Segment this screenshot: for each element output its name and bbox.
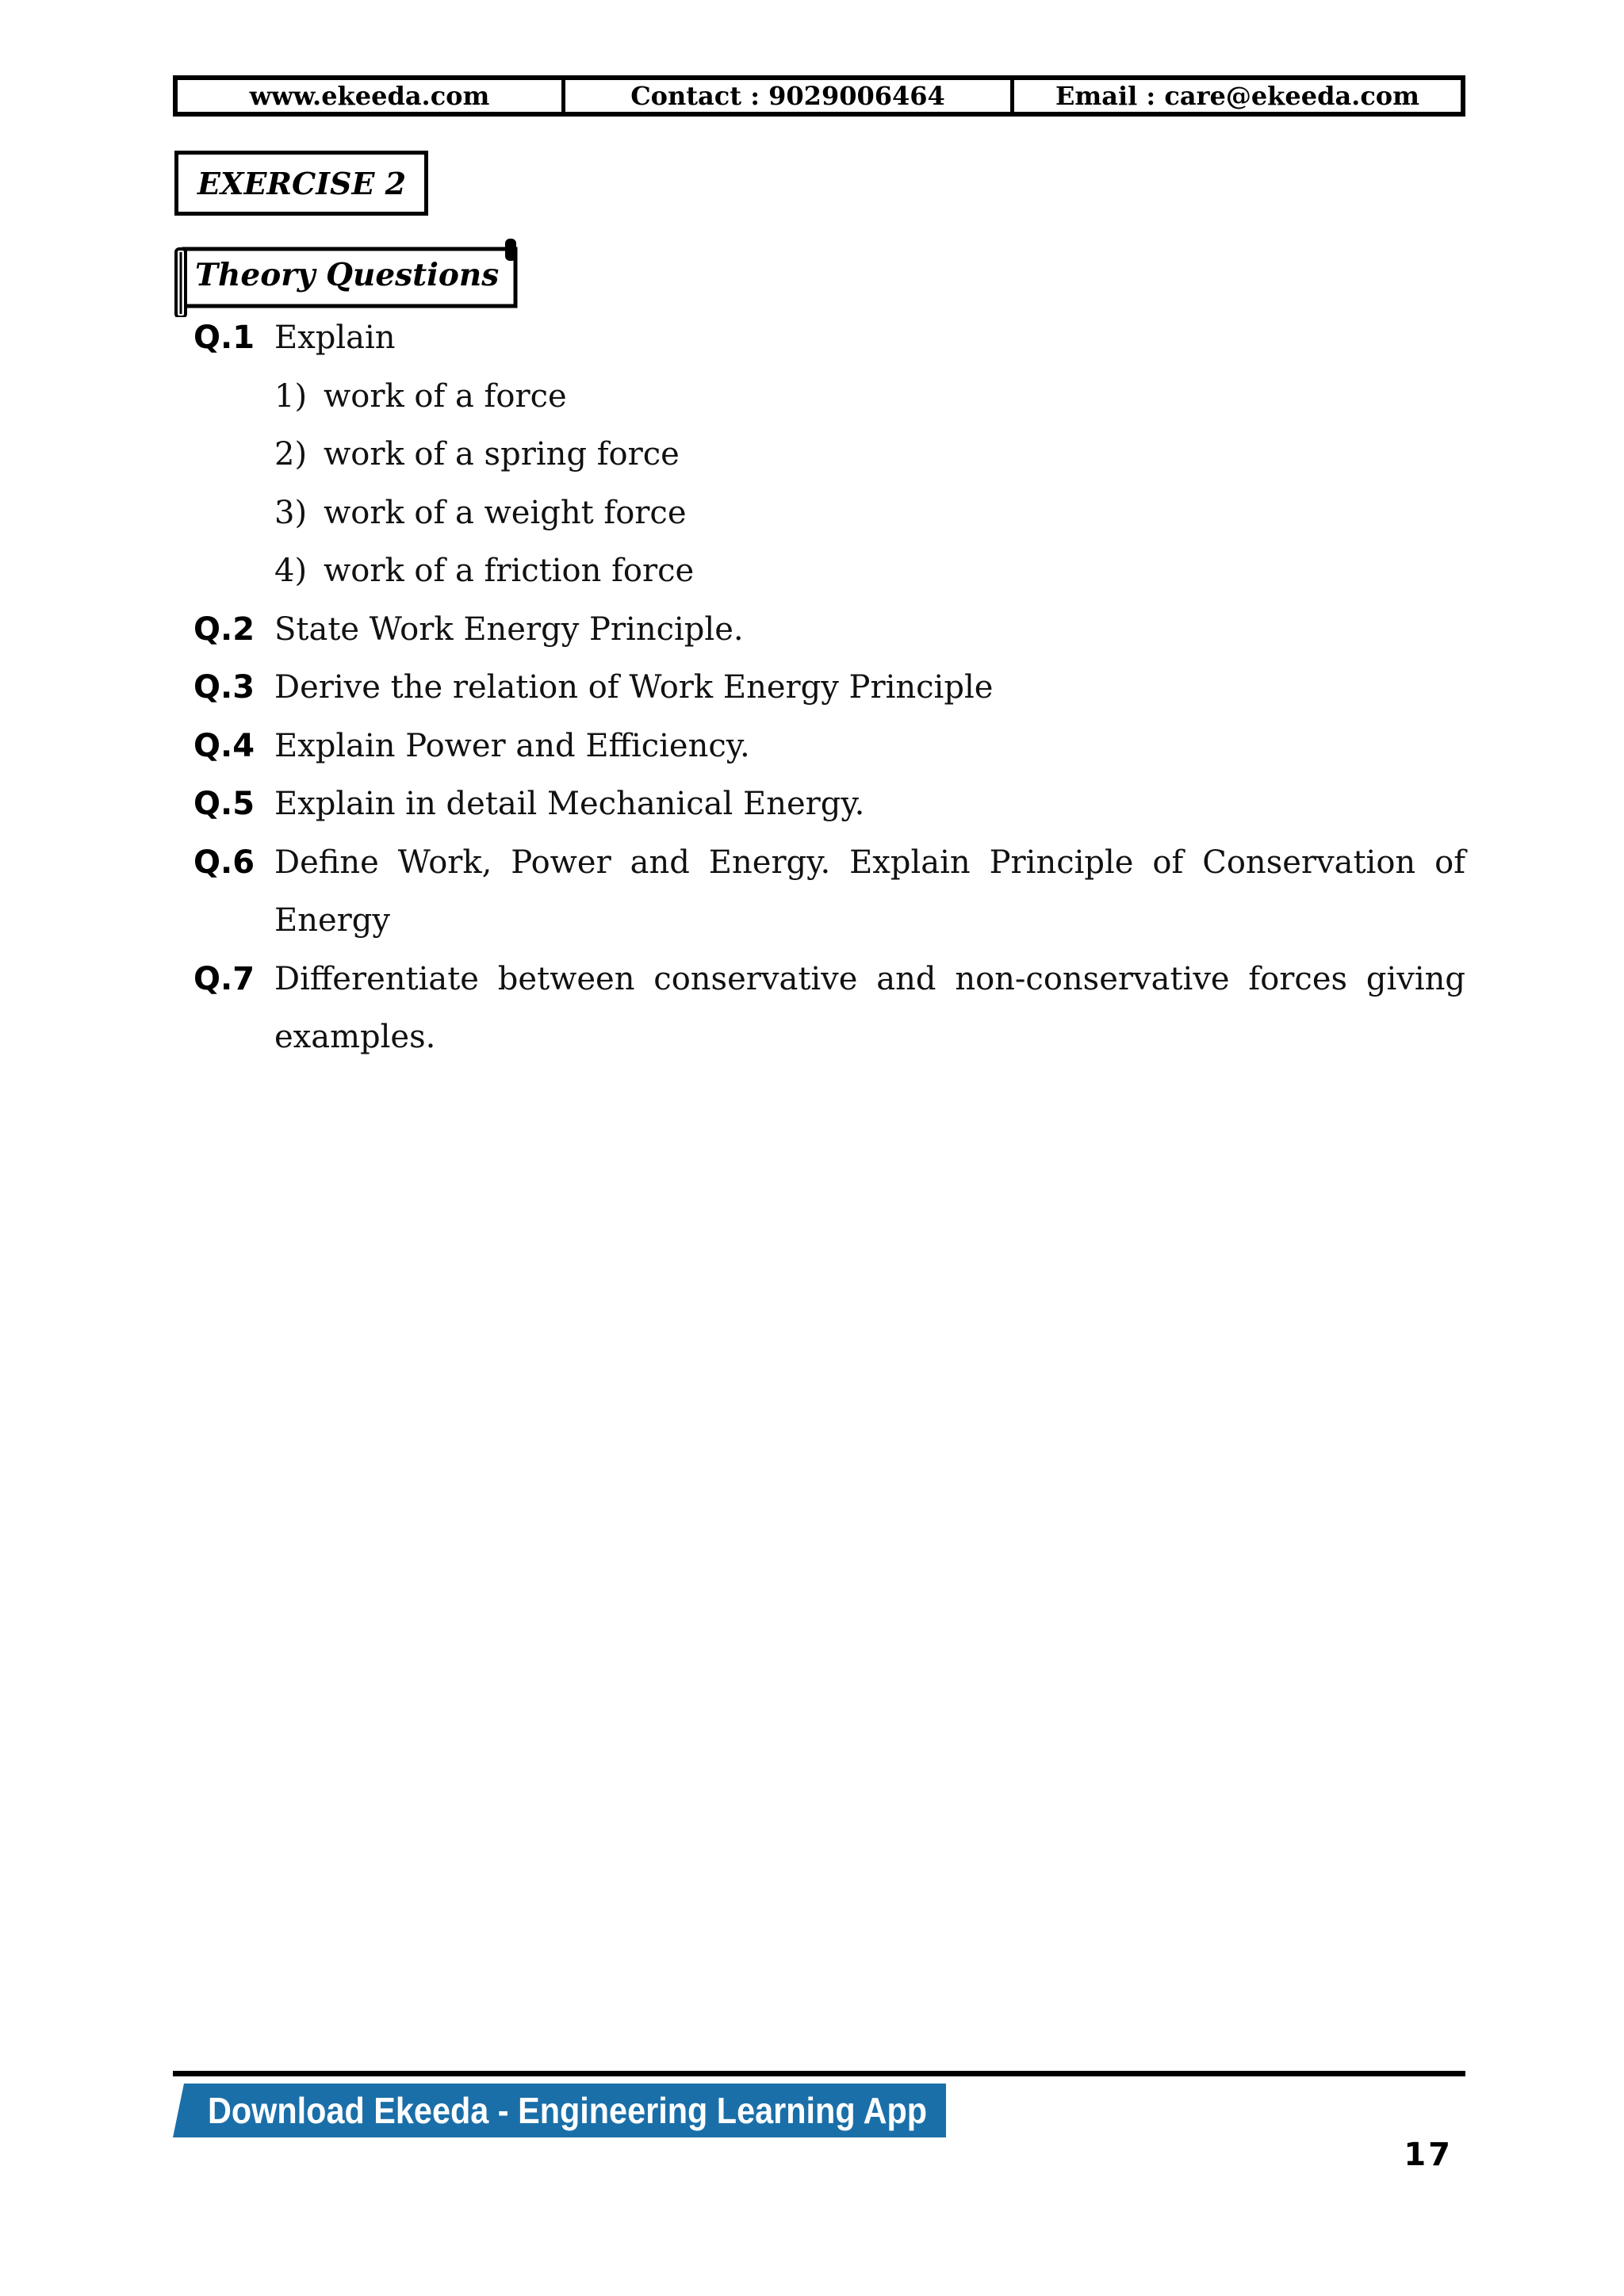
subitem [274, 426, 1465, 484]
subitem-text: work of a weight force [324, 494, 687, 531]
email-address[interactable]: Email : care@ekeeda.com [1055, 81, 1419, 111]
question-item [193, 775, 1465, 834]
question-number: Q.4 [193, 727, 255, 764]
question-item [193, 659, 1465, 718]
question-number: Q.2 [193, 610, 255, 648]
section-banner [173, 238, 523, 317]
question-number: Q.1 [193, 320, 255, 356]
question-text: Differentiate between conservative and non-conservative forces giving examples. [274, 960, 1465, 1055]
website-link[interactable]: www.ekeeda.com [178, 80, 565, 112]
question-text: Explain in detail Mechanical Energy. [274, 786, 865, 822]
footer-divider [173, 2071, 1465, 2076]
question-number: Q.7 [193, 960, 255, 997]
subitem [274, 484, 1465, 543]
question-list [193, 309, 1465, 1067]
question-item [193, 309, 1465, 368]
header-contact-bar [173, 75, 1465, 117]
subitem-number: 1) [274, 377, 308, 415]
section-title: Theory Questions [195, 257, 500, 293]
question-text: Explain Power and Efficiency. [274, 727, 750, 764]
page-number: 17 [1404, 2137, 1453, 2173]
subitem-text: work of a spring force [324, 436, 680, 473]
subitem-text: work of a force [324, 377, 567, 415]
question-text: Define Work, Power and Energy. Explain Principle of Conservation of Energy [274, 844, 1465, 939]
subitem [274, 368, 1465, 427]
subitem [274, 542, 1465, 601]
subitem-text: work of a friction force [324, 553, 695, 589]
subitem-number: 3) [274, 494, 308, 531]
question-number: Q.3 [193, 669, 255, 706]
contact-number: Contact : 9029006464 [565, 80, 1014, 112]
question-text: Explain [274, 320, 396, 356]
download-app-text: Download Ekeeda - Engineering Learning App [208, 2090, 928, 2131]
question-subitems [274, 368, 1465, 601]
question-item [193, 834, 1465, 951]
question-item [193, 601, 1465, 660]
question-number: Q.5 [193, 786, 255, 822]
exercise-title: EXERCISE 2 [174, 151, 428, 216]
question-item [193, 951, 1465, 1067]
subitem-number: 2) [274, 436, 308, 473]
question-number: Q.6 [193, 844, 255, 881]
download-app-banner[interactable] [173, 2084, 946, 2137]
question-text: Derive the relation of Work Energy Principle [274, 669, 994, 706]
question-text: State Work Energy Principle. [274, 610, 744, 648]
question-item [193, 718, 1465, 776]
subitem-number: 4) [274, 553, 308, 589]
